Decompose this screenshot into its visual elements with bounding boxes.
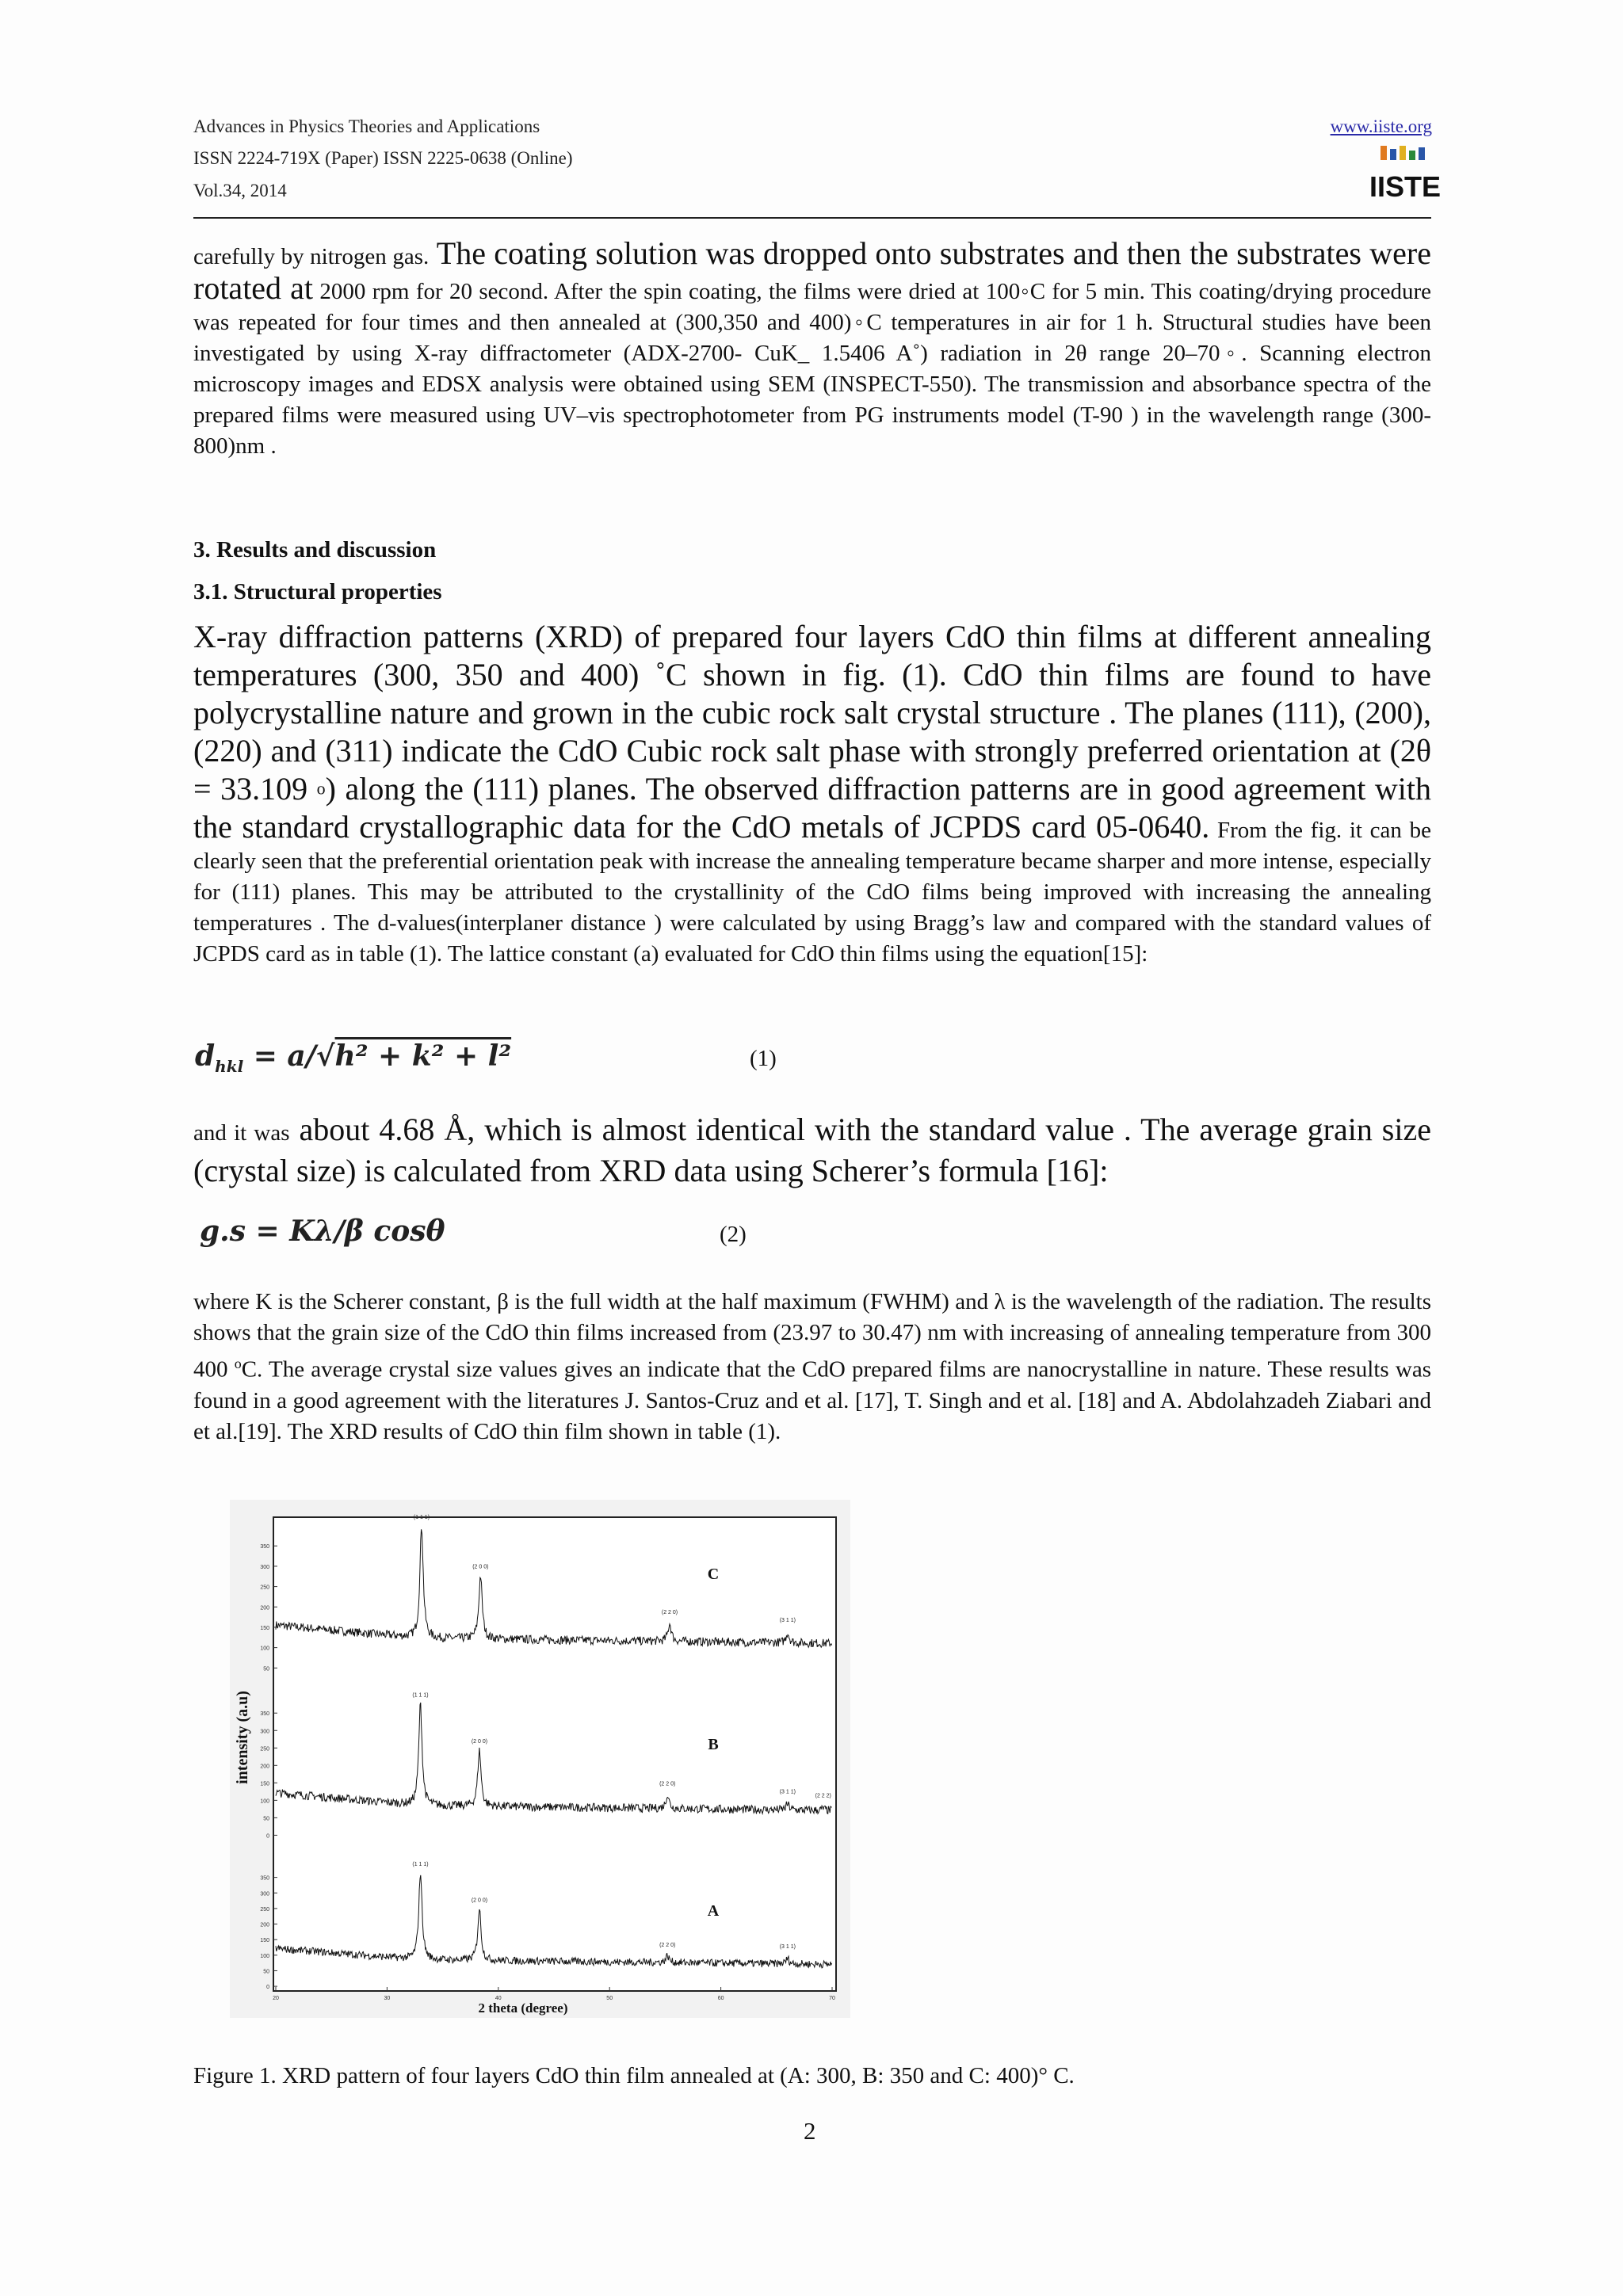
y-tick-label: 200 bbox=[260, 1605, 269, 1611]
peak-label: (2 2 0) bbox=[659, 1943, 676, 1949]
journal-website-link[interactable]: www.iiste.org bbox=[1330, 116, 1432, 136]
y-tick-label: 0 bbox=[266, 1985, 269, 1991]
y-tick-label: 150 bbox=[260, 1938, 269, 1944]
grain-size-paragraph bbox=[193, 1287, 1431, 1447]
x-tick-label: 30 bbox=[384, 1996, 391, 2001]
peak-label: (3 1 1) bbox=[779, 1618, 796, 1623]
y-tick-label: 250 bbox=[260, 1906, 269, 1913]
para4-superscript: o bbox=[234, 1356, 242, 1371]
page-number: 2 bbox=[804, 2117, 816, 2145]
para1-text-b: The coating solution was dropped onto substrates and then the substrates were rotated at bbox=[193, 235, 1431, 306]
para3-text-b: about 4.68 Å, which is almost identical with the standard value . The average grain size (crystal size) is calculated from XRD data using Scherer’s formula [16]: bbox=[193, 1112, 1431, 1188]
svg-text:IISTE: IISTE bbox=[1369, 170, 1442, 203]
equation-1-number: (1) bbox=[750, 1046, 777, 1071]
x-tick-label: 20 bbox=[273, 1996, 279, 2001]
peak-label: (2 2 2) bbox=[815, 1793, 831, 1799]
equation-1: $d_{hkl} = a/√h^2 + k^2 + l^2$ bbox=[195, 1039, 512, 1077]
figure-caption: Figure 1. XRD pattern of four layers CdO thin film annealed at (A: 300, B: 350 and C: 400)° C. bbox=[193, 2063, 1075, 2088]
para2-text-c: From the fig. it can be clearly seen that the preferential orientation peak with increase the annealing temperature became sharper and more intense, especially for (111) planes. This may be attributed to the crystallinity of the CdO films being improved with increasing the annealing temperatures . The d-values(interplaner distance ) were calculated by using Bragg’s law and compared with the standard values of JCPDS card as in table (1). The lattice constant (a) evaluated for CdO thin films using the equation[15]: bbox=[193, 818, 1431, 967]
x-tick-label: 70 bbox=[829, 1996, 835, 2001]
panel-label: A bbox=[707, 1902, 720, 1920]
peak-label: (2 2 0) bbox=[659, 1781, 676, 1787]
equation-2-number: (2) bbox=[720, 1222, 747, 1247]
peak-label: (2 0 0) bbox=[472, 1564, 489, 1570]
y-tick-label: 250 bbox=[260, 1746, 269, 1753]
peak-label: (2 2 0) bbox=[661, 1610, 678, 1615]
y-axis-label: intensity (a.u) bbox=[234, 1691, 251, 1784]
para2-superscript: o bbox=[316, 778, 326, 799]
xrd-chart bbox=[230, 1500, 850, 2018]
peak-label: (3 1 1) bbox=[779, 1789, 796, 1795]
peak-label: (1 1 1) bbox=[412, 1692, 429, 1699]
y-tick-label: 100 bbox=[260, 1798, 269, 1805]
y-tick-label: 50 bbox=[263, 1666, 269, 1672]
para1-text-c: 2000 rpm for 20 second. After the spin coating, the films were dried at 100◦C for 5 min. This coating/drying procedure was repeated for four times and then annealed at (300,350 and 400)◦C temperatures in air for 1 h. Structural studies have been investigated by using X-ray diffractometer (ADX-2700- CuK_ 1.5406 A˚) radiation in 2θ range 20–70◦. Scanning electron microscopy images and EDSX analysis were obtained using SEM (INSPECT-550). The transmission and absorbance spectra of the prepared films were measured using UV–vis spectrophotometer from PG instruments model (T-90 ) in the wavelength range (300-800)nm . bbox=[193, 279, 1431, 459]
volume-line: Vol.34, 2014 bbox=[193, 181, 287, 200]
peak-label: (2 0 0) bbox=[471, 1739, 488, 1745]
para1-text-a: carefully by nitrogen gas. bbox=[193, 244, 430, 269]
iiste-logo bbox=[1369, 146, 1442, 203]
para2-text-b: ) along the (111) planes. The observed diffraction patterns are in good agreement with the standard crystallographic data for the CdO metals of JCPDS card 05-0640. bbox=[193, 771, 1431, 845]
xrd-figure bbox=[230, 1500, 850, 2018]
y-tick-label: 300 bbox=[260, 1564, 269, 1570]
para3-text-a: and it was bbox=[193, 1120, 290, 1146]
peak-label: (1 1 1) bbox=[413, 1515, 430, 1520]
para2-text-a: X-ray diffraction patterns (XRD) of prepared four layers CdO thin films at different annealing temperatures (300, 350 and 400) ˚C shown in fig. (1). CdO thin films are found to have polycrystalline nature and grown in the cubic rock salt crystal structure . The planes (111), (200), (220) and (311) indicate the CdO Cubic rock salt phase with strongly preferred orientation at (2θ = 33.109 bbox=[193, 619, 1431, 807]
para4-text-a: where K is the Scherer constant, β is the full width at the half maximum (FWHM) and λ is the wavelength of the radiation. The results shows that the grain size of the CdO thin films increased from (23.97 to 30.47) nm with increasing of annealing temperature from 300 400 bbox=[193, 1289, 1431, 1383]
y-tick-label: 50 bbox=[263, 1969, 269, 1975]
peak-label: (2 0 0) bbox=[471, 1897, 488, 1904]
y-tick-label: 100 bbox=[260, 1953, 269, 1959]
panel-label: B bbox=[708, 1736, 719, 1753]
y-tick-label: 50 bbox=[263, 1816, 269, 1822]
panel-label: C bbox=[707, 1566, 720, 1583]
subsection-heading: 3.1. Structural properties bbox=[193, 579, 442, 605]
y-tick-label: 300 bbox=[260, 1729, 269, 1735]
section-heading: 3. Results and discussion bbox=[193, 537, 437, 563]
equation-2: g.s = Kλ/β cosθ bbox=[200, 1215, 445, 1248]
y-tick-label: 200 bbox=[260, 1922, 269, 1928]
x-tick-label: 60 bbox=[717, 1996, 724, 2001]
lattice-paragraph bbox=[193, 1109, 1431, 1192]
peak-label: (1 1 1) bbox=[412, 1862, 429, 1868]
header-rule bbox=[193, 217, 1431, 219]
x-tick-label: 50 bbox=[606, 1996, 613, 2001]
y-tick-label: 150 bbox=[260, 1781, 269, 1787]
y-tick-label: 250 bbox=[260, 1585, 269, 1591]
x-tick-label: 40 bbox=[495, 1996, 502, 2001]
y-tick-label: 350 bbox=[260, 1544, 269, 1550]
y-tick-label: 300 bbox=[260, 1891, 269, 1897]
y-tick-label: 350 bbox=[260, 1875, 269, 1882]
methods-paragraph bbox=[193, 235, 1431, 462]
x-axis-label: 2 theta (degree) bbox=[478, 2000, 568, 2016]
y-tick-label: 350 bbox=[260, 1711, 269, 1718]
structural-paragraph bbox=[193, 618, 1431, 970]
issn-line: ISSN 2224-719X (Paper) ISSN 2225-0638 (Online) bbox=[193, 148, 573, 168]
peak-label: (3 1 1) bbox=[779, 1944, 796, 1951]
y-tick-label: 0 bbox=[266, 1833, 269, 1840]
journal-title: Advances in Physics Theories and Applications bbox=[193, 116, 540, 136]
y-tick-label: 200 bbox=[260, 1764, 269, 1770]
para4-text-b: C. The average crystal size values gives an indicate that the CdO prepared films are nanocrystalline in nature. These results was found in a good agreement with the literatures J. Santos-Cruz and et al. [17], T. Singh and et al. [18] and A. Abdolahzadeh Ziabari and et al.[19]. The XRD results of CdO thin film shown in table (1). bbox=[193, 1356, 1431, 1444]
y-tick-label: 150 bbox=[260, 1625, 269, 1631]
y-tick-label: 100 bbox=[260, 1646, 269, 1652]
plot-frame bbox=[273, 1517, 836, 1991]
